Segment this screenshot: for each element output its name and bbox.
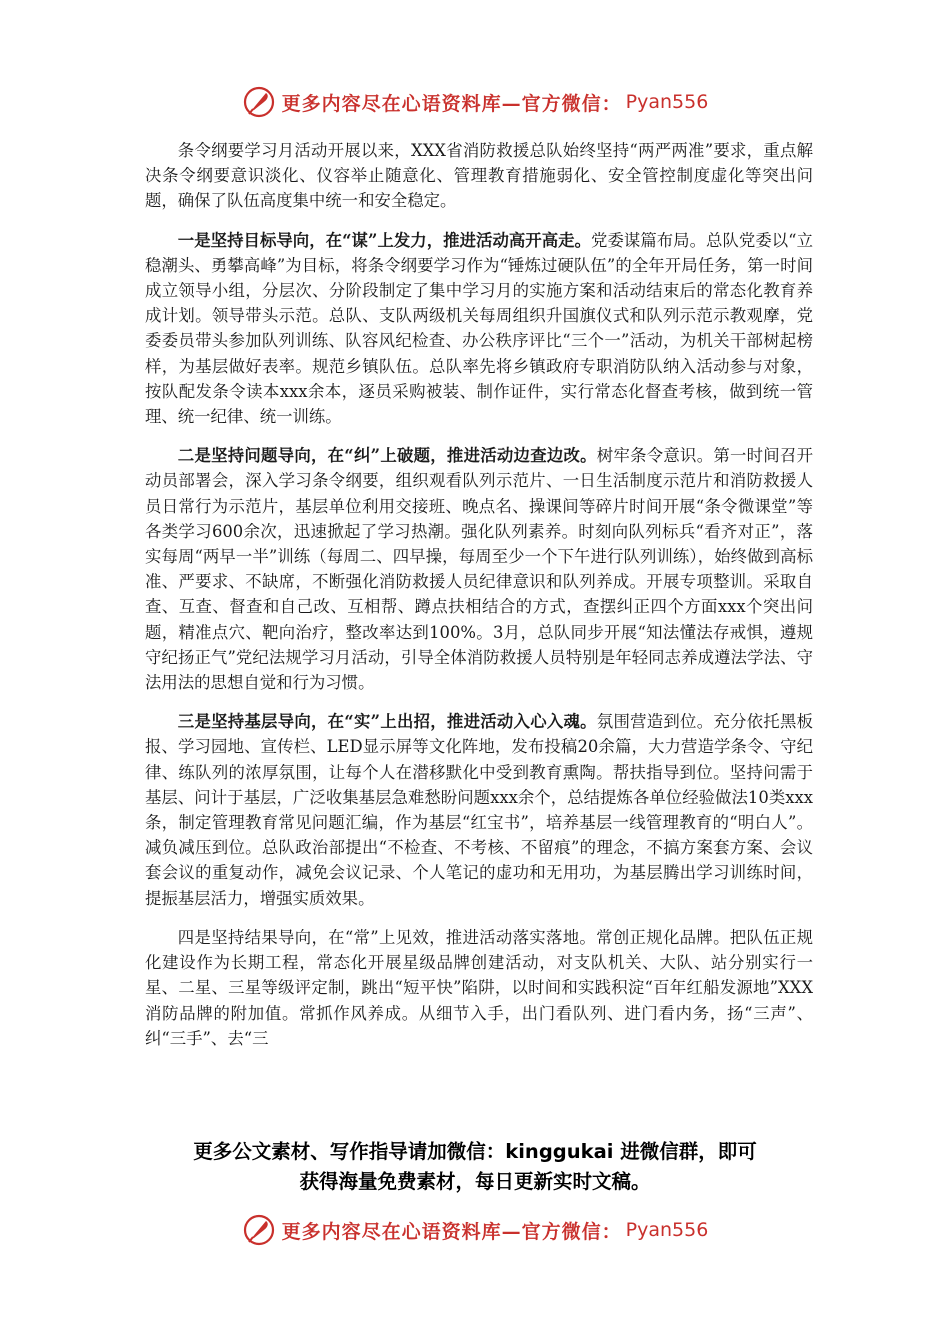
paragraph-lead: 二是坚持问题导向，在“纠”上破题，推进活动边查边改。 <box>177 446 597 466</box>
paragraph-goal-oriented <box>145 228 813 430</box>
promo-line-1: 更多公文素材、写作指导请加微信：kinggukai 进微信群，即可 <box>193 1140 757 1163</box>
paragraph-grassroots-oriented <box>145 709 813 911</box>
promo-line-2: 获得海量免费素材，每日更新实时文稿。 <box>299 1170 651 1193</box>
paragraph-lead: 三是坚持基层导向，在“实”上出招，推进活动入心入魂。 <box>177 712 597 732</box>
paragraph-body: 树牢条令意识。第一时间召开动员部署会，深入学习条令纲要，组织观看队列示范片、一日生活制度示范片和消防救援人员日常行为示范片，基层单位利用交接班、晚点名、操课间等碎片时间开展“条令微课堂”等各类学习600余次，迅速掀起了学习热潮。强化队列素养。时刻向队列标兵“看齐对正”，落实每周“两早一半”训练（每周二、四早操，每周至少一个下午进行队列训练），始终做到高标准、严要求、不缺席，不断强化消防救援人员纪律意识和队列养成。开展专项整训。采取自查、互查、督查和自己改、互相帮、蹲点扶相结合的方式，查摆纠正四个方面xxx个突出问题，精准点穴、靶向治疗，整改率达到100%。3月，总队同步开展“知法懂法存戒惧，遵规守纪扬正气”党纪法规学习月活动，引导全体消防救援人员特别是年轻同志养成遵法学法、守法用法的思想自觉和行为习惯。 <box>145 446 813 693</box>
paragraph-lead: 一是坚持目标导向，在“谋”上发力，推进活动高开高走。 <box>177 230 592 250</box>
quill-pen-icon <box>242 85 276 119</box>
paragraph-intro <box>145 138 813 214</box>
footer-watermark <box>0 1212 950 1248</box>
paragraph-body: 条令纲要学习月活动开展以来，XXX省消防救援总队始终坚持“两严两准”要求，重点解决条令纲要意识淡化、仪容举止随意化、管理教育措施弱化、安全管控制度虚化等突出问题，确保了队伍高度集中统一和安全稳定。 <box>145 141 813 211</box>
paragraph-body: 氛围营造到位。充分依托黑板报、学习园地、宣传栏、LED显示屏等文化阵地，发布投稿20余篇，大力营造学条令、守纪律、练队列的浓厚氛围，让每个人在潜移默化中受到教育熏陶。帮扶指导到位。坚持问需于基层、问计于基层，广泛收集基层急难愁盼问题xxx余个，总结提炼各单位经验做法10类xxx条，制定管理教育常见问题汇编，作为基层“红宝书”，培养基层一线管理教育的“明白人”。减负减压到位。总队政治部提出“不检查、不考核、不留痕”的理念，不搞方案套方案、会议套会议的重复动作，减免会议记录、个人笔记的虚功和无用功，为基层腾出学习训练时间，提振基层活力，增强实质效果。 <box>145 712 813 908</box>
quill-pen-icon <box>242 1213 276 1247</box>
paragraph-result-oriented <box>145 925 813 1051</box>
paragraph-body: 党委谋篇布局。总队党委以“立稳潮头、勇攀高峰”为目标，将条令纲要学习作为“锤炼过硬队伍”的全年开局任务，第一时间成立领导小组，分层次、分阶段制定了集中学习月的实施方案和活动结束后的常态化教育养成计划。领导带头示范。总队、支队两级机关每周组织升国旗仪式和队列示范示教观摩，党委委员带头参加队列训练、队容风纪检查、办公秩序评比“三个一”活动，为机关干部树起榜样，为基层做好表率。规范乡镇队伍。总队率先将乡镇政府专职消防队纳入活动参与对象，按队配发条令读本xxx余本，逐员采购被装、制作证件，实行常态化督查考核，做到统一管理、统一纪律、统一训练。 <box>145 230 813 427</box>
promo-banner <box>120 1137 830 1197</box>
watermark-text: 更多内容尽在心语资料库—官方微信： <box>281 1220 622 1243</box>
paragraph-body: 四是坚持结果导向，在“常”上见效，推进活动落实落地。常创正规化品牌。把队伍正规化建设作为长期工程，常态化开展星级品牌创建活动，对支队机关、大队、站分别实行一星、二星、三星等级评定制，跳出“短平快”陷阱，以时间和实践积淀“百年红船发源地”XXX消防品牌的附加值。常抓作风养成。从细节入手，出门看队列、进门看内务，扬“三声”、纠“三手”、去“三 <box>145 927 813 1048</box>
document-body <box>145 138 813 1051</box>
paragraph-problem-oriented <box>145 443 813 695</box>
watermark-wechat-id: Pyan556 <box>625 91 709 113</box>
header-watermark <box>0 84 950 120</box>
watermark-wechat-id: Pyan556 <box>625 1219 709 1241</box>
watermark-text: 更多内容尽在心语资料库—官方微信： <box>281 92 622 115</box>
